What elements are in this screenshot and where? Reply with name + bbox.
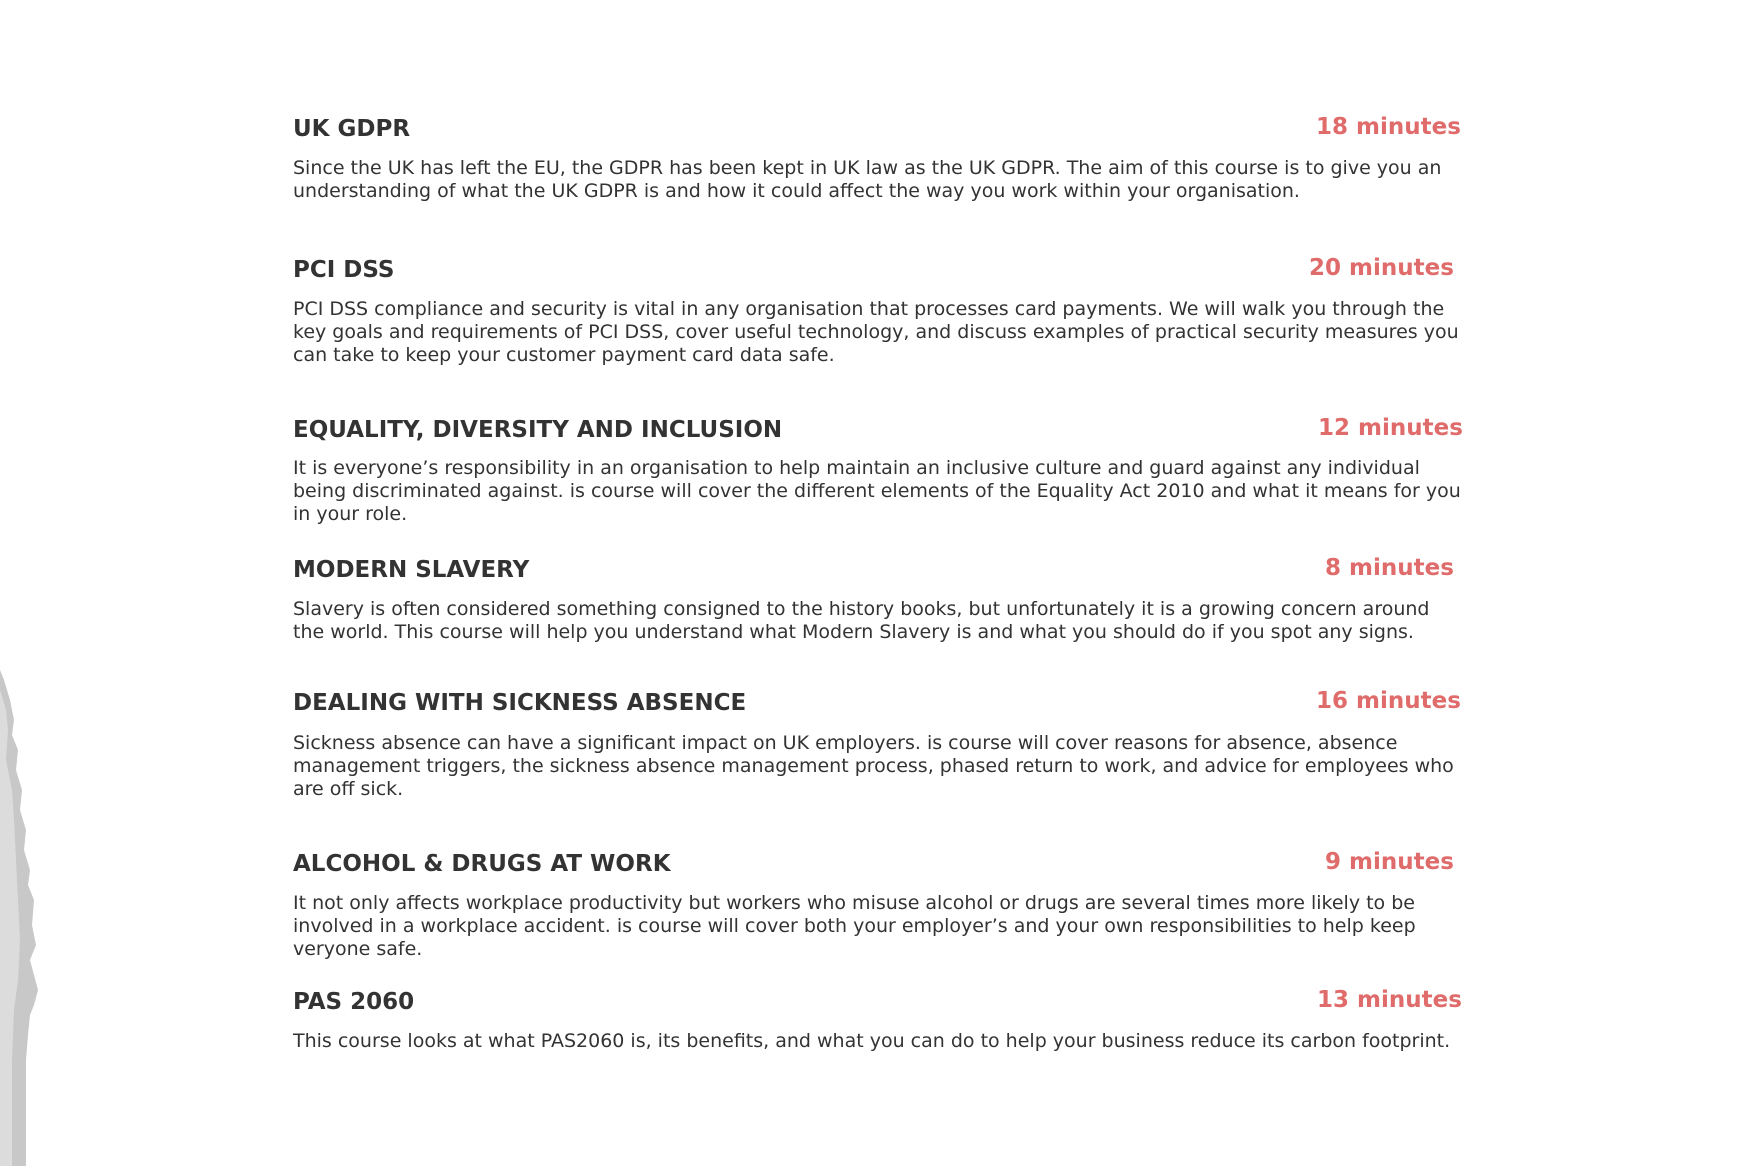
- course-description: Slavery is often considered something consigned to the history books, but unfortunately it is a growing concern around the world. This course will help you understand what Modern Slavery is and what you should do if you spot any signs.: [293, 598, 1430, 643]
- course-description: It not only affects workplace productivity but workers who misuse alcohol or drugs are several times more likely to be involved in a workplace accident. is course will cover both your employer’s and your own responsibilities to help keep veryone safe.: [293, 892, 1416, 960]
- course-title: EQUALITY, DIVERSITY AND INCLUSION: [293, 417, 783, 443]
- course-title: DEALING WITH SICKNESS ABSENCE: [293, 690, 747, 716]
- course-description: Sickness absence can have a significant impact on UK employers. is course will cover reasons for absence, absence management triggers, the sickness absence management process, phased return to work, and advice for employees who are off sick.: [293, 732, 1454, 800]
- course-duration: 13 minutes: [1317, 987, 1462, 1013]
- course-duration: 18 minutes: [1316, 114, 1461, 140]
- course-description: Since the UK has left the EU, the GDPR has been kept in UK law as the UK GDPR. The aim of this course is to give you an understanding of what the UK GDPR is and how it could affect the way you work within your organisation.: [293, 157, 1442, 202]
- course-duration: 9 minutes: [1325, 849, 1454, 875]
- course-title: ALCOHOL & DRUGS AT WORK: [293, 851, 671, 877]
- course-title: PCI DSS: [293, 257, 395, 283]
- course-description: PCI DSS compliance and security is vital in any organisation that processes card payments. We will walk you through the key goals and requirements of PCI DSS, cover useful technology, and discuss examples of practical security measures you can take to keep your customer payment card data safe.: [293, 298, 1459, 366]
- course-duration: 20 minutes: [1309, 255, 1454, 281]
- course-duration: 8 minutes: [1325, 555, 1454, 581]
- course-duration: 16 minutes: [1316, 688, 1461, 714]
- course-description: It is everyone’s responsibility in an organisation to help maintain an inclusive culture and guard against any individual being discriminated against. is course will cover the different elements of the Equality Act 2010 and what it means for you in your role.: [293, 457, 1461, 525]
- course-title: MODERN SLAVERY: [293, 557, 530, 583]
- course-duration: 12 minutes: [1318, 415, 1463, 441]
- course-title: UK GDPR: [293, 116, 411, 142]
- course-title: PAS 2060: [293, 989, 415, 1015]
- course-description: This course looks at what PAS2060 is, its benefits, and what you can do to help your business reduce its carbon footprint.: [293, 1030, 1451, 1052]
